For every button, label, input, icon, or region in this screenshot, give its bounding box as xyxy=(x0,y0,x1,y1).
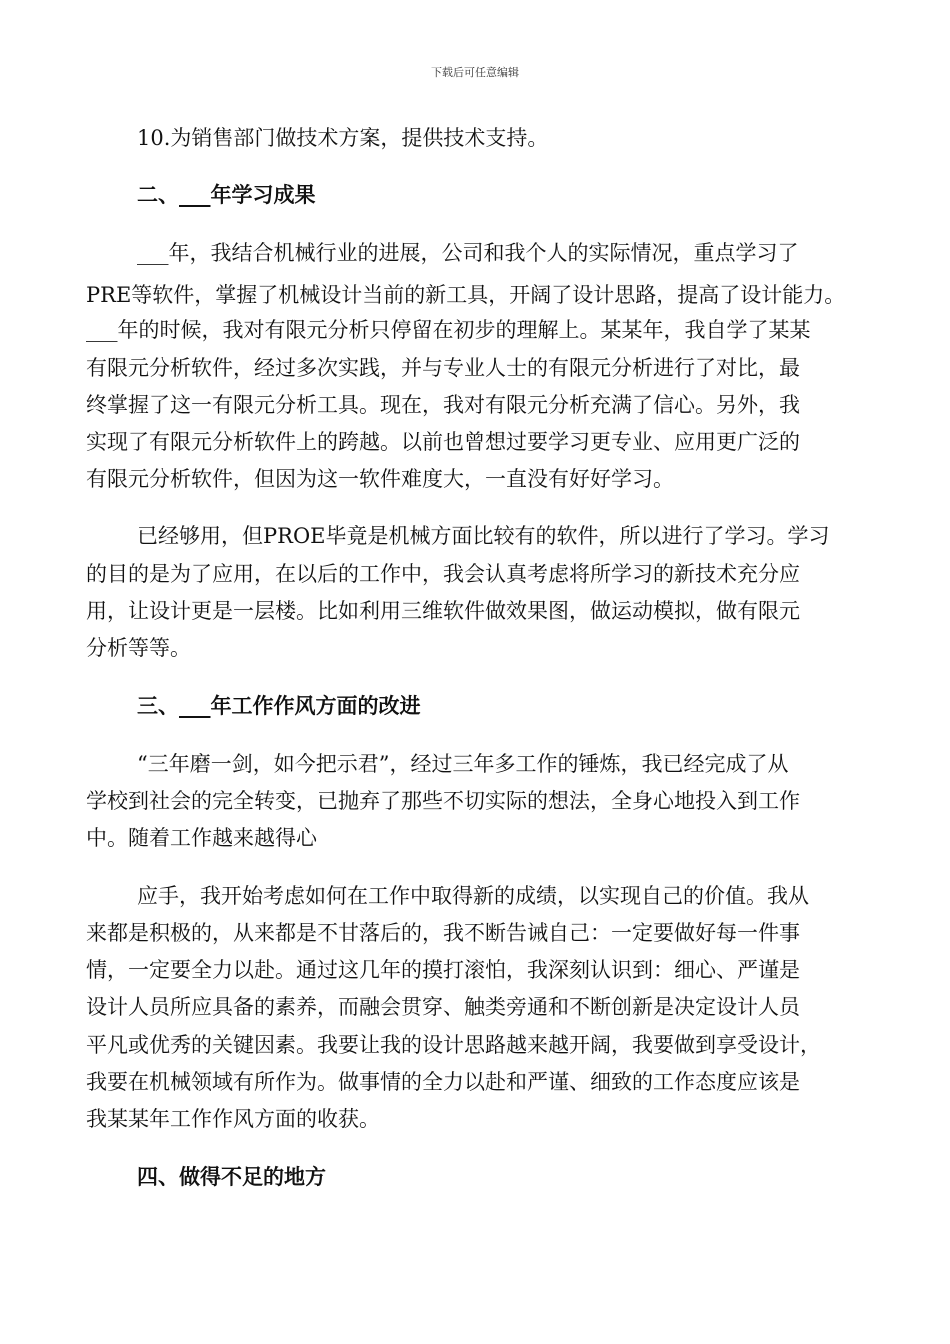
paragraph-line: 用，让设计更是一层楼。比如利用三维软件做效果图，做运动模拟，做有限元 xyxy=(86,599,800,623)
page-header-note: 下载后可任意编辑 xyxy=(431,66,519,79)
paragraph-line: 学校到社会的完全转变，已抛弃了那些不切实际的想法，全身心地投入到工作 xyxy=(86,789,800,813)
section-heading-4: 四、做得不足的地方 xyxy=(137,1164,326,1189)
paragraph-line: 来都是积极的，从来都是不甘落后的，我不断告诫自己：一定要做好每一件事 xyxy=(86,921,800,945)
paragraph-line: 平凡或优秀的关键因素。我要让我的设计思路越来越开阔，我要做到享受设计， xyxy=(86,1033,821,1057)
paragraph-line: 有限元分析软件，但因为这一软件难度大，一直没有好好学习。 xyxy=(86,467,674,491)
paragraph-line: 分析等等。 xyxy=(86,636,191,660)
paragraph-line: 设计人员所应具备的素养，而融会贯穿、触类旁通和不断创新是决定设计人员 xyxy=(86,995,800,1019)
paragraph-line: 中。随着工作越来越得心 xyxy=(86,826,317,850)
paragraph-line: 有限元分析软件，经过多次实践，并与专业人士的有限元分析进行了对比，最 xyxy=(86,356,800,380)
paragraph-line: 的目的是为了应用，在以后的工作中，我会认真考虑将所学习的新技术充分应 xyxy=(86,562,800,586)
paragraph-line: “三年磨一剑，如今把示君”，经过三年多工作的锤炼，我已经完成了从 xyxy=(137,752,789,776)
paragraph-line: 我某某年工作作风方面的收获。 xyxy=(86,1107,380,1131)
paragraph-line: 实现了有限元分析软件上的跨越。以前也曾想过要学习更专业、应用更广泛的 xyxy=(86,430,800,454)
paragraph-line: PRE等软件，掌握了机械设计当前的新工具，开阔了设计思路，提高了设计能力。 xyxy=(86,283,846,307)
section-heading-3: 三、___年工作作风方面的改进 xyxy=(137,693,421,718)
paragraph-line: 情，一定要全力以赴。通过这几年的摸打滚怕，我深刻认识到：细心、严谨是 xyxy=(86,958,800,982)
section-heading-2: 二、___年学习成果 xyxy=(137,182,316,207)
paragraph-line: 我要在机械领域有所作为。做事情的全力以赴和严谨、细致的工作态度应该是 xyxy=(86,1070,800,1094)
paragraph-line: 已经够用，但PROE毕竟是机械方面比较有的软件，所以进行了学习。学习 xyxy=(137,524,830,548)
paragraph-line: ___年的时候，我对有限元分析只停留在初步的理解上。某某年，我自学了某某 xyxy=(86,318,811,342)
list-item-10: 10.为销售部门做技术方案，提供技术支持。 xyxy=(137,126,549,150)
paragraph-line: 应手，我开始考虑如何在工作中取得新的成绩，以实现自己的价值。我从 xyxy=(137,884,809,908)
paragraph-line: 终掌握了这一有限元分析工具。现在，我对有限元分析充满了信心。另外，我 xyxy=(86,393,800,417)
paragraph-line: ___年，我结合机械行业的进展，公司和我个人的实际情况，重点学习了 xyxy=(137,241,799,265)
